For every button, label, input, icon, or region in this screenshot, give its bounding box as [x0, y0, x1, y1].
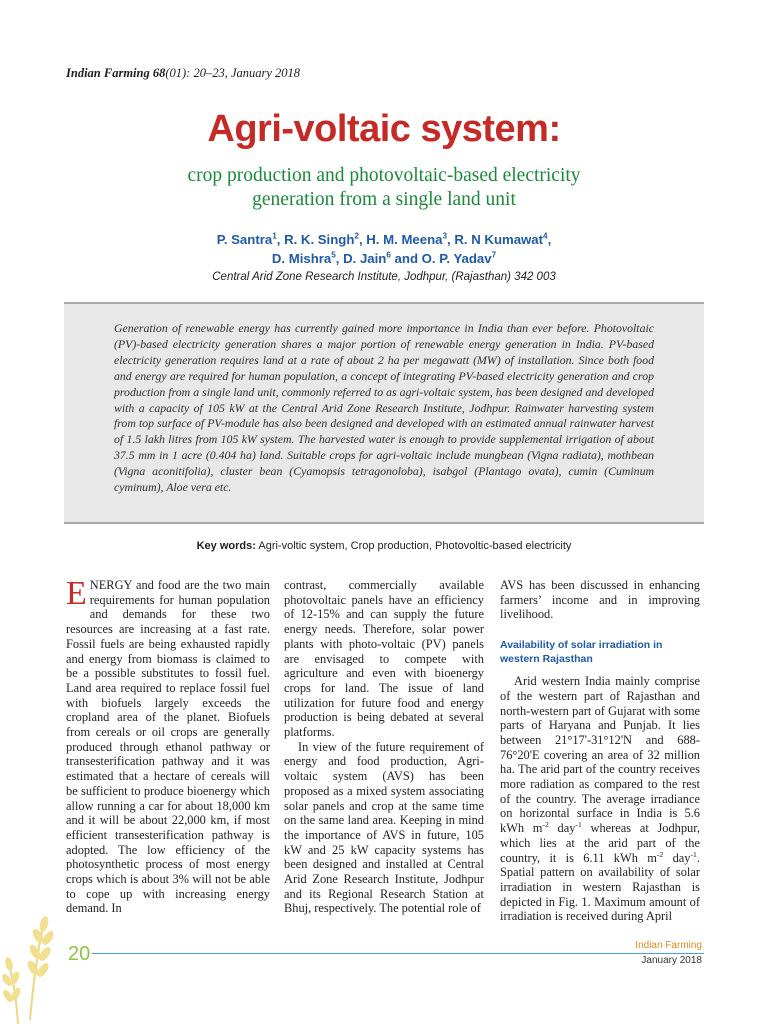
body-column-1 [66, 575, 270, 916]
abstract-text: Generation of renewable energy has currently gained more importance in India than ever before. Photovoltaic (PV)-based electricity generation shares a major portion of renewable energy generation in India. PV-based electricity generation requires land at a rate of about 2 ha per megawatt (MW) of installation. Since both food and energy are required for human population, a concept of integrating PV-based electricity generation and crop production from a single land unit, commonly referred to as agri-voltaic system, has been designed and developed with a capacity of 105 kW at the Central Arid Zone Research Institute, Jodhpur. Rainwater harvesting system from top surface of PV-module has also been designed and developed with an estimated annual rainwater harvest of 1.5 lakh litres from 105 kW system. The harvested water is enough to provide supplemental irrigation of about 37.5 mm in 1 acre (0.404 ha) land. Suitable crops for agri-voltaic include mungbean (Vigna radiata), mothbean (Vigna aconitifolia), cluster bean (Cyamopsis tetragonoloba), isabgol (Plantago ovata), cumin (Cuminum cyminum), Aloe vera etc. [114, 321, 654, 495]
body-text: Arid western India mainly comprise of the western part of Rajasthan and north-western part of Gujarat with some parts of Haryana and Punjab. It lies between 21°17'-31°12'N and 688-76°20'E covering an area of 32 million ha. The arid part of the country receives more radiation as compared to the rest of the country. The average irradiance on horizontal surface in India is 5.6 kWh m [500, 674, 700, 836]
author-affil-mark: 6 [386, 250, 391, 260]
body-paragraph [500, 674, 700, 924]
citation-line [66, 66, 300, 81]
unit-superscript: -2 [542, 820, 549, 830]
body-text: day [548, 821, 576, 836]
keywords-text: Agri-voltic system, Crop production, Photovoltic-based electricity [258, 540, 572, 552]
intro-text: NERGY and food are the two main requirements for human population and demands for these two resources are increasing at a fast rate. Fossil fuels are being exhausted rapidly and energy from biomass is claimed to be a possible substitutes to fossil fuel. Land area required to replace fossil fuel with biofuels largely exceeds the cropland area of the planet. Biofuels from cereals or oil crops are generally produced through ethanol pathway or transesterification pathway and it was estimated that a hectare of cereals will be sufficient to produce bioenergy which allow running a car for about 18,000 km and it will be about 22,000 km, if most efficient transesterification pathway is adopted. The low efficiency of the photosynthetic process of most energy crops which is about 3% will not be able to cope up with increasing energy demand. In [66, 578, 270, 916]
citation-volume: 68 [152, 66, 166, 80]
body-column-3 [500, 578, 700, 924]
body-paragraph: In view of the future requirement of energy and food production, Agri-voltaic system (AVS) has been proposed as a mixed system associating solar panels and crop at the same time on the same land area. Keeping in mind the importance of AVS in future, 105 kW and 25 kW capacity systems has been designed and installed at Central Arid Zone Research Institute, Jodhpur and its Regional Research Station at Bhuj, respectively. The potential role of [284, 739, 484, 916]
body-text: . Spatial pattern on availability of solar irradiation in western Rajasthan is depicted in Fig. 1. Maximum amount of irradiation is received during April [500, 850, 700, 924]
unit-superscript: -1 [690, 849, 697, 859]
author-list: P. Santra$^1$, R. K. Singh$^2$, H. M. Meena$^3$, R. N Kumawat$^4$, D. Mishra$^5$, D. Jain$^6$ and O. P. Yadav$^7$ [216, 231, 552, 266]
affiliation: Central Arid Zone Research Institute, Jodhpur, (Rajasthan) 342 003 [212, 271, 556, 283]
author-affil-mark: 1 [272, 231, 277, 241]
author-affil-mark: 7 [491, 250, 497, 260]
abstract-box [64, 302, 704, 524]
author-affil-mark: 2 [354, 231, 359, 241]
footer-rule [92, 953, 704, 954]
drop-cap: E [66, 575, 87, 612]
citation-journal: Indian Farming [66, 66, 150, 80]
author-name: D. Mishra [271, 250, 332, 266]
footer-date: January 2018 [641, 955, 702, 966]
author-name: O. P. Yadav [421, 250, 492, 266]
author-affil-mark: 4 [543, 231, 548, 241]
page-number: 20 [68, 943, 91, 965]
author-name: D. Jain [343, 250, 387, 266]
author-name: R. N Kumawat [454, 232, 544, 247]
citation-rest: (01): 20–23, January 2018 [165, 66, 301, 80]
author-name: R. K. Singh [284, 232, 355, 247]
footer-journal-name: Indian Farming [635, 940, 702, 951]
author-name: P. Santra [216, 232, 273, 247]
author-name: H. M. Meena [366, 232, 443, 247]
unit-superscript: -1 [575, 820, 582, 830]
body-text: day [663, 850, 691, 865]
body-column-2 [284, 578, 484, 916]
article-title: Agri-voltaic system: [207, 108, 561, 150]
author-affil-mark: 3 [442, 231, 448, 241]
article-subtitle: crop production and photovoltaic-based electricity generation from a single land unit [187, 165, 581, 210]
unit-superscript: -2 [656, 849, 664, 859]
author-affil-mark: 5 [331, 250, 336, 260]
intro-paragraph [66, 575, 270, 916]
body-paragraph: AVS has been discussed in enhancing farmers’ income and in improving livelihood. [500, 578, 700, 622]
section-heading: Availability of solar irradiation in western Rajasthan [500, 639, 663, 666]
keywords-label: Key words: [196, 540, 256, 552]
body-text: whereas at Jodhpur, which lies at the arid part of the country, it is 6.11 kWh m [500, 821, 700, 865]
body-paragraph: contrast, commercially available photovoltaic panels have an efficiency of 12-15% and can supply the future energy needs. Therefore, solar power plants with photo-voltaic (PV) panels are envisaged to compete with agriculture and even with bioenergy crops for land. The issue of land utilization for future food and energy production is being debated at several platforms. [284, 578, 484, 740]
keywords-line [0, 540, 768, 552]
